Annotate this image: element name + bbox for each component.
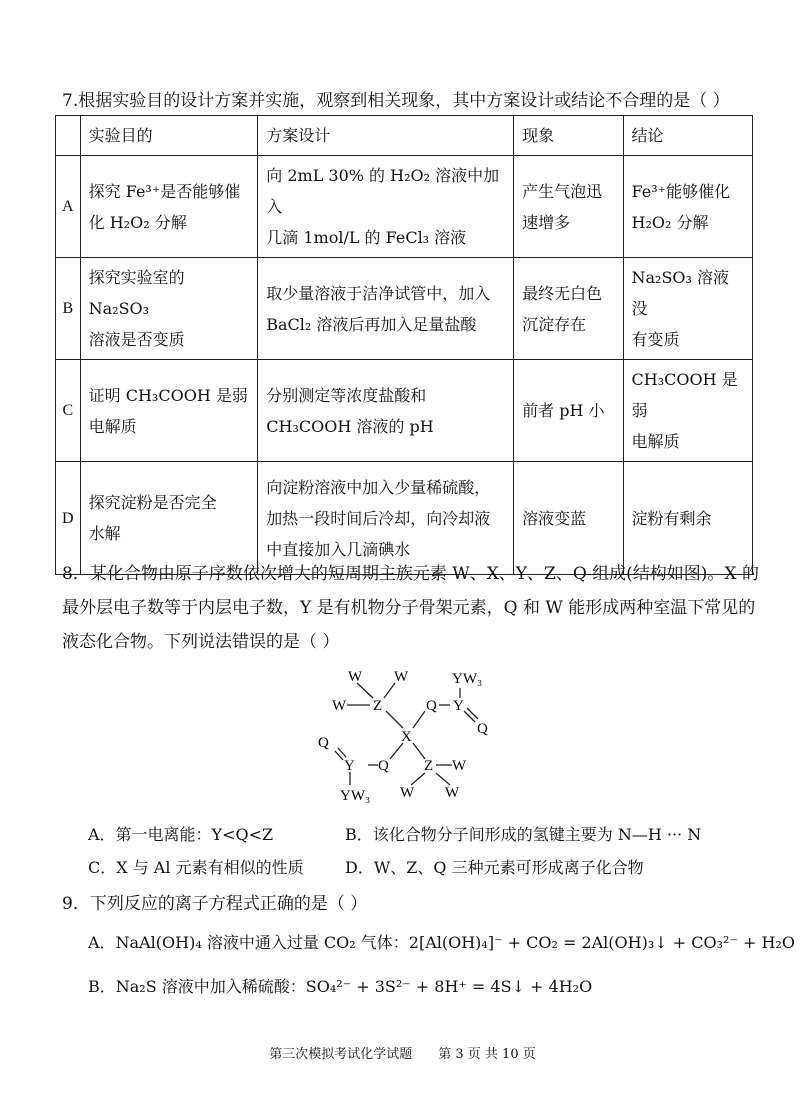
row-phenomenon: 溶液变蓝 (514, 462, 623, 575)
atom-label: W (452, 758, 467, 774)
atom-label: W (400, 785, 415, 801)
q9-option-b: B．Na₂S 溶液中加入稀硫酸：SO₄²⁻ + 3S²⁻ + 8H⁺ = 4S↓ + 4H₂O (88, 977, 593, 996)
table-row (56, 258, 753, 360)
row-design: 分别测定等浓度盐酸和 CH₃COOH 溶液的 pH (258, 360, 514, 462)
atom-label: Y (344, 758, 355, 774)
header-label (56, 116, 81, 156)
atom-label: Z (424, 758, 434, 774)
row-design: 向 2mL 30% 的 H₂O₂ 溶液中加入 几滴 1mol/L 的 FeCl₃ 溶液 (258, 156, 514, 258)
row-label: B (56, 258, 81, 360)
q8-option-c: C．X 与 Al 元素有相似的性质 (88, 858, 304, 877)
atom-label: W (332, 698, 347, 714)
row-conclusion: CH₃COOH 是弱 电解质 (623, 360, 752, 462)
question-9-stem: 9．下列反应的离子方程式正确的是（ ） (62, 894, 368, 914)
table-row (56, 360, 753, 462)
row-design: 取少量溶液于洁净试管中，加入 BaCl₂ 溶液后再加入足量盐酸 (258, 258, 514, 360)
atom-label: Q (477, 721, 488, 737)
question-8-stem: 8．某化合物由原子序数依次增大的短周期主族元素 W、X、Y、Z、Q 组成(结构如图)。X 的最外层电子数等于内层电子数，Y 是有机物分子骨架元素，Q 和 W 能形成两种室温下常见的液态化合物。下列说法错误的是（ ） (62, 564, 759, 652)
row-label: A (56, 156, 81, 258)
question-7-stem: 7.根据实验目的设计方案并实施，观察到相关现象，其中方案设计或结论不合理的是（ ） (62, 91, 730, 111)
atom-label: W (445, 785, 460, 801)
atom-label: YW₃ (340, 788, 371, 804)
row-label: C (56, 360, 81, 462)
page-footer: 第三次模拟考试化学试题 第 3 页 共 10 页 (269, 1047, 536, 1062)
row-purpose: 探究实验室的 Na₂SO₃ 溶液是否变质 (80, 258, 258, 360)
row-phenomenon: 前者 pH 小 (514, 360, 623, 462)
header-purpose: 实验目的 (80, 116, 258, 156)
row-conclusion: Na₂SO₃ 溶液没 有变质 (623, 258, 752, 360)
header-phenomenon: 现象 (514, 116, 623, 156)
experiment-table (55, 115, 753, 575)
atom-label: W (348, 669, 363, 685)
structure-diagram (300, 655, 520, 815)
atom-label: X (401, 729, 412, 745)
q8-option-b: B．该化合物分子间形成的氢键主要为 N—H ··· N (345, 825, 702, 844)
atom-label: Z (373, 698, 383, 714)
table-row (56, 156, 753, 258)
atom-label: YW₃ (452, 671, 483, 687)
atom-label: Q (318, 735, 329, 751)
table-header-row (56, 116, 753, 156)
row-design: 向淀粉溶液中加入少量稀硫酸， 加热一段时间后冷却，向冷却液 中直接加入几滴碘水 (258, 462, 514, 575)
row-purpose: 探究淀粉是否完全 水解 (80, 462, 258, 575)
header-conclusion: 结论 (623, 116, 752, 156)
q8-option-d: D．W、Z、Q 三种元素可形成离子化合物 (345, 858, 644, 877)
row-purpose: 探究 Fe³⁺是否能够催 化 H₂O₂ 分解 (80, 156, 258, 258)
row-purpose: 证明 CH₃COOH 是弱 电解质 (80, 360, 258, 462)
row-phenomenon: 产生气泡迅 速增多 (514, 156, 623, 258)
row-phenomenon: 最终无白色 沉淀存在 (514, 258, 623, 360)
q9-option-a: A．NaAl(OH)₄ 溶液中通入过量 CO₂ 气体：2[Al(OH)₄]⁻ + CO₂ = 2Al(OH)₃↓ + CO₃²⁻ + H₂O (88, 933, 795, 952)
row-conclusion: Fe³⁺能够催化 H₂O₂ 分解 (623, 156, 752, 258)
row-conclusion: 淀粉有剩余 (623, 462, 752, 575)
atom-label: Y (453, 698, 464, 714)
atom-label: W (394, 669, 409, 685)
row-label: D (56, 462, 81, 575)
header-design: 方案设计 (258, 116, 514, 156)
q8-option-a: A．第一电离能：Y<Q<Z (88, 825, 274, 844)
atom-label: Q (426, 698, 437, 714)
atom-label: Q (378, 758, 389, 774)
